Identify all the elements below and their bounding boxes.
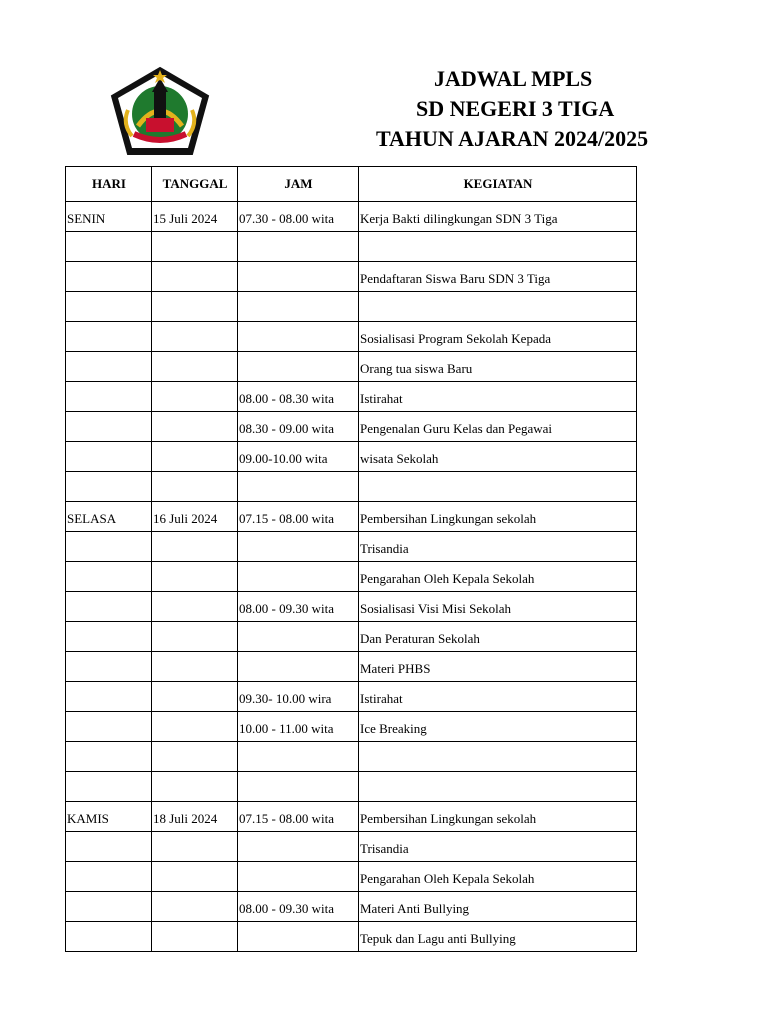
table-row (66, 712, 637, 742)
table-row (66, 232, 637, 262)
table-row (66, 892, 637, 922)
cell-kegiatan-text: Pengenalan Guru Kelas dan Pegawai (360, 421, 553, 436)
cell-hari (66, 442, 152, 472)
cell-kegiatan (359, 502, 637, 532)
table-row (66, 262, 637, 292)
cell-hari (66, 622, 152, 652)
table-row (66, 622, 637, 652)
cell-jam (238, 292, 359, 322)
cell-hari (66, 592, 152, 622)
cell-tanggal (152, 802, 238, 832)
table-row (66, 832, 637, 862)
cell-tanggal-text: 15 Juli 2024 (153, 211, 218, 226)
cell-kegiatan-text: Dan Peraturan Sekolah (360, 631, 480, 646)
cell-hari (66, 292, 152, 322)
cell-tanggal (152, 352, 238, 382)
cell-hari (66, 262, 152, 292)
cell-kegiatan (359, 202, 637, 232)
table-row (66, 862, 637, 892)
cell-kegiatan-text: Pendaftaran Siswa Baru SDN 3 Tiga (360, 271, 551, 286)
cell-jam-text: 08.00 - 08.30 wita (239, 391, 334, 406)
cell-kegiatan-text: Pengarahan Oleh Kepala Sekolah (360, 571, 535, 586)
table-row (66, 442, 637, 472)
title-line-2: SD NEGERI 3 TIGA (416, 96, 615, 121)
cell-kegiatan (359, 622, 637, 652)
cell-kegiatan-text: Materi PHBS (360, 661, 431, 676)
cell-tanggal (152, 892, 238, 922)
cell-tanggal (152, 202, 238, 232)
cell-kegiatan (359, 262, 637, 292)
cell-kegiatan (359, 922, 637, 952)
cell-kegiatan-text: Sosialisasi Program Sekolah Kepada (360, 331, 551, 346)
cell-jam (238, 682, 359, 712)
cell-kegiatan-text: Pengarahan Oleh Kepala Sekolah (360, 871, 535, 886)
cell-jam (238, 742, 359, 772)
cell-tanggal (152, 292, 238, 322)
table-row (66, 802, 637, 832)
cell-jam (238, 832, 359, 862)
cell-jam (238, 532, 359, 562)
title-line-1: JADWAL MPLS (434, 66, 593, 91)
cell-tanggal (152, 592, 238, 622)
cell-kegiatan (359, 292, 637, 322)
cell-kegiatan-text: Pembersihan Lingkungan sekolah (360, 511, 537, 526)
table-row (66, 502, 637, 532)
cell-kegiatan (359, 652, 637, 682)
cell-hari (66, 562, 152, 592)
cell-tanggal (152, 322, 238, 352)
cell-jam (238, 622, 359, 652)
table-row (66, 652, 637, 682)
cell-kegiatan (359, 892, 637, 922)
cell-hari (66, 202, 152, 232)
cell-jam (238, 922, 359, 952)
cell-kegiatan-text: Pembersihan Lingkungan sekolah (360, 811, 537, 826)
cell-jam (238, 592, 359, 622)
cell-jam-text: 07.15 - 08.00 wita (239, 511, 334, 526)
cell-tanggal (152, 532, 238, 562)
cell-kegiatan (359, 862, 637, 892)
table-row (66, 562, 637, 592)
cell-kegiatan-text: Orang tua siswa Baru (360, 361, 473, 376)
cell-hari (66, 352, 152, 382)
cell-tanggal (152, 472, 238, 502)
cell-kegiatan (359, 802, 637, 832)
cell-hari (66, 382, 152, 412)
cell-tanggal (152, 832, 238, 862)
cell-jam-text: 08.30 - 09.00 wita (239, 421, 334, 436)
column-header-tanggal: TANGGAL (152, 167, 238, 202)
cell-tanggal (152, 412, 238, 442)
cell-kegiatan-text: Istirahat (360, 691, 403, 706)
table-row (66, 352, 637, 382)
cell-jam-text: 10.00 - 11.00 wita (239, 721, 334, 736)
cell-jam-text: 08.00 - 09.30 wita (239, 601, 334, 616)
cell-tanggal (152, 772, 238, 802)
cell-hari (66, 682, 152, 712)
cell-kegiatan (359, 322, 637, 352)
schedule-table (65, 166, 637, 952)
cell-hari (66, 892, 152, 922)
cell-tanggal (152, 742, 238, 772)
table-row (66, 292, 637, 322)
cell-kegiatan (359, 712, 637, 742)
cell-jam (238, 412, 359, 442)
table-row (66, 472, 637, 502)
cell-tanggal (152, 442, 238, 472)
cell-hari-text: SENIN (67, 211, 106, 226)
cell-hari (66, 412, 152, 442)
cell-kegiatan (359, 352, 637, 382)
cell-kegiatan (359, 442, 637, 472)
cell-kegiatan-text: Trisandia (360, 541, 409, 556)
cell-kegiatan (359, 832, 637, 862)
cell-tanggal (152, 262, 238, 292)
cell-jam (238, 652, 359, 682)
cell-hari (66, 742, 152, 772)
table-header-row (66, 167, 637, 202)
cell-jam (238, 322, 359, 352)
cell-hari (66, 862, 152, 892)
cell-tanggal (152, 382, 238, 412)
cell-jam (238, 352, 359, 382)
cell-hari (66, 712, 152, 742)
table-row (66, 532, 637, 562)
table-row (66, 202, 637, 232)
cell-hari (66, 922, 152, 952)
cell-kegiatan (359, 472, 637, 502)
cell-jam (238, 232, 359, 262)
table-row (66, 382, 637, 412)
regional-emblem-icon (108, 66, 212, 156)
cell-hari (66, 772, 152, 802)
cell-tanggal (152, 622, 238, 652)
cell-kegiatan-text: Sosialisasi Visi Misi Sekolah (360, 601, 512, 616)
table-row (66, 682, 637, 712)
column-header-kegiatan: KEGIATAN (359, 167, 637, 202)
cell-hari (66, 232, 152, 262)
cell-kegiatan (359, 742, 637, 772)
cell-tanggal (152, 712, 238, 742)
cell-jam (238, 472, 359, 502)
cell-kegiatan-text: Kerja Bakti dilingkungan SDN 3 Tiga (360, 211, 558, 226)
cell-jam (238, 262, 359, 292)
cell-tanggal (152, 682, 238, 712)
cell-kegiatan-text: Materi Anti Bullying (360, 901, 470, 916)
cell-hari-text: SELASA (67, 511, 117, 526)
table-row (66, 592, 637, 622)
cell-jam-text: 08.00 - 09.30 wita (239, 901, 334, 916)
cell-jam-text: 07.30 - 08.00 wita (239, 211, 334, 226)
cell-tanggal (152, 922, 238, 952)
cell-tanggal-text: 16 Juli 2024 (153, 511, 218, 526)
cell-hari (66, 532, 152, 562)
cell-jam (238, 382, 359, 412)
cell-kegiatan (359, 382, 637, 412)
cell-tanggal (152, 232, 238, 262)
cell-kegiatan (359, 772, 637, 802)
cell-kegiatan (359, 682, 637, 712)
cell-hari (66, 652, 152, 682)
cell-jam (238, 502, 359, 532)
cell-jam (238, 562, 359, 592)
cell-kegiatan-text: wisata Sekolah (360, 451, 439, 466)
cell-kegiatan (359, 412, 637, 442)
table-body (66, 202, 637, 952)
cell-kegiatan-text: Trisandia (360, 841, 409, 856)
cell-kegiatan (359, 232, 637, 262)
cell-tanggal (152, 562, 238, 592)
cell-jam (238, 772, 359, 802)
cell-kegiatan (359, 562, 637, 592)
cell-jam (238, 442, 359, 472)
table-row (66, 412, 637, 442)
table-row (66, 922, 637, 952)
cell-kegiatan-text: Ice Breaking (360, 721, 427, 736)
document-title (330, 64, 768, 154)
cell-kegiatan (359, 532, 637, 562)
column-header-jam: JAM (238, 167, 359, 202)
cell-hari (66, 322, 152, 352)
cell-jam-text: 07.15 - 08.00 wita (239, 811, 334, 826)
cell-hari (66, 832, 152, 862)
cell-kegiatan (359, 592, 637, 622)
cell-tanggal (152, 652, 238, 682)
cell-tanggal (152, 502, 238, 532)
cell-hari (66, 472, 152, 502)
cell-kegiatan-text: Istirahat (360, 391, 403, 406)
cell-jam (238, 892, 359, 922)
table-row (66, 322, 637, 352)
cell-jam (238, 712, 359, 742)
cell-jam (238, 202, 359, 232)
table-row (66, 742, 637, 772)
cell-hari (66, 802, 152, 832)
cell-tanggal (152, 862, 238, 892)
cell-hari-text: KAMIS (67, 811, 109, 826)
cell-tanggal-text: 18 Juli 2024 (153, 811, 218, 826)
table-row (66, 772, 637, 802)
cell-jam (238, 802, 359, 832)
cell-kegiatan-text: Tepuk dan Lagu anti Bullying (360, 931, 516, 946)
cell-hari (66, 502, 152, 532)
cell-jam (238, 862, 359, 892)
cell-jam-text: 09.00-10.00 wita (239, 451, 328, 466)
cell-jam-text: 09.30- 10.00 wira (239, 691, 332, 706)
column-header-hari: HARI (66, 167, 152, 202)
title-line-3: TAHUN AJARAN 2024/2025 (376, 126, 649, 151)
